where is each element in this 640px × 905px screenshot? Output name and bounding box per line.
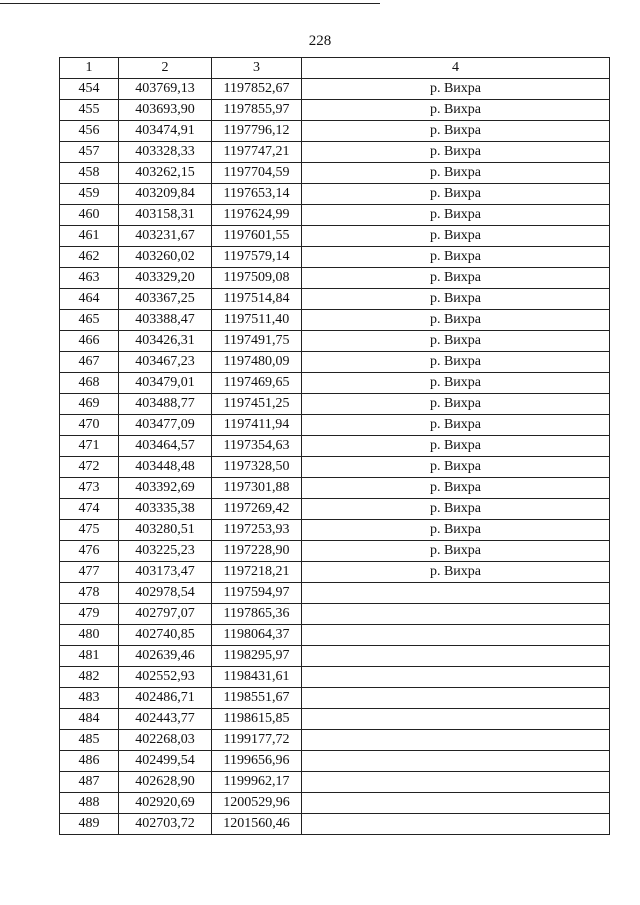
cell-x-coordinate: 403474,91 (119, 121, 212, 142)
cell-x-coordinate: 403260,02 (119, 247, 212, 268)
cell-y-coordinate: 1197253,93 (212, 520, 302, 541)
table-row (60, 310, 610, 331)
cell-point-number: 461 (60, 226, 119, 247)
cell-point-number: 468 (60, 373, 119, 394)
cell-y-coordinate: 1197601,55 (212, 226, 302, 247)
cell-y-coordinate: 1197354,63 (212, 436, 302, 457)
cell-point-number: 454 (60, 79, 119, 100)
table-row (60, 772, 610, 793)
cell-x-coordinate: 403693,90 (119, 100, 212, 121)
cell-y-coordinate: 1197653,14 (212, 184, 302, 205)
cell-y-coordinate: 1197511,40 (212, 310, 302, 331)
cell-x-coordinate: 402740,85 (119, 625, 212, 646)
table-row (60, 793, 610, 814)
cell-point-number: 484 (60, 709, 119, 730)
cell-y-coordinate: 1197328,50 (212, 457, 302, 478)
cell-y-coordinate: 1198064,37 (212, 625, 302, 646)
cell-description: р. Вихра (302, 499, 610, 520)
table-row (60, 226, 610, 247)
cell-y-coordinate: 1197269,42 (212, 499, 302, 520)
cell-y-coordinate: 1197411,94 (212, 415, 302, 436)
cell-x-coordinate: 402486,71 (119, 688, 212, 709)
cell-y-coordinate: 1198295,97 (212, 646, 302, 667)
cell-description: р. Вихра (302, 394, 610, 415)
cell-x-coordinate: 403477,09 (119, 415, 212, 436)
table-row (60, 646, 610, 667)
cell-y-coordinate: 1197594,97 (212, 583, 302, 604)
cell-y-coordinate: 1197228,90 (212, 541, 302, 562)
cell-x-coordinate: 403328,33 (119, 142, 212, 163)
cell-description: р. Вихра (302, 457, 610, 478)
cell-y-coordinate: 1197865,36 (212, 604, 302, 625)
cell-point-number: 488 (60, 793, 119, 814)
cell-y-coordinate: 1197480,09 (212, 352, 302, 373)
table-row (60, 520, 610, 541)
cell-description: р. Вихра (302, 352, 610, 373)
cell-point-number: 480 (60, 625, 119, 646)
cell-point-number: 489 (60, 814, 119, 835)
cell-description (302, 646, 610, 667)
cell-point-number: 463 (60, 268, 119, 289)
table-row (60, 268, 610, 289)
cell-x-coordinate: 403392,69 (119, 478, 212, 499)
header-col-2: 2 (119, 58, 212, 79)
table-row (60, 100, 610, 121)
cell-point-number: 472 (60, 457, 119, 478)
table-row (60, 478, 610, 499)
table-row (60, 667, 610, 688)
cell-point-number: 464 (60, 289, 119, 310)
header-col-4: 4 (302, 58, 610, 79)
cell-x-coordinate: 403367,25 (119, 289, 212, 310)
cell-x-coordinate: 403426,31 (119, 331, 212, 352)
cell-description (302, 751, 610, 772)
table-row (60, 709, 610, 730)
cell-point-number: 481 (60, 646, 119, 667)
table-row (60, 247, 610, 268)
cell-x-coordinate: 402703,72 (119, 814, 212, 835)
cell-x-coordinate: 403467,23 (119, 352, 212, 373)
cell-description: р. Вихра (302, 184, 610, 205)
cell-description: р. Вихра (302, 100, 610, 121)
table-row (60, 604, 610, 625)
cell-description: р. Вихра (302, 79, 610, 100)
table-row (60, 499, 610, 520)
cell-point-number: 473 (60, 478, 119, 499)
table-row (60, 730, 610, 751)
cell-x-coordinate: 403769,13 (119, 79, 212, 100)
header-col-3: 3 (212, 58, 302, 79)
cell-x-coordinate: 402268,03 (119, 730, 212, 751)
cell-y-coordinate: 1197855,97 (212, 100, 302, 121)
cell-description: р. Вихра (302, 436, 610, 457)
cell-point-number: 479 (60, 604, 119, 625)
table-row (60, 205, 610, 226)
cell-x-coordinate: 402639,46 (119, 646, 212, 667)
table-row (60, 331, 610, 352)
cell-y-coordinate: 1197747,21 (212, 142, 302, 163)
cell-y-coordinate: 1201560,46 (212, 814, 302, 835)
cell-x-coordinate: 403479,01 (119, 373, 212, 394)
cell-y-coordinate: 1197469,65 (212, 373, 302, 394)
table-row (60, 457, 610, 478)
cell-description: р. Вихра (302, 415, 610, 436)
cell-description: р. Вихра (302, 331, 610, 352)
table-row (60, 814, 610, 835)
page-number: 228 (308, 33, 332, 49)
cell-point-number: 457 (60, 142, 119, 163)
cell-x-coordinate: 403231,67 (119, 226, 212, 247)
cell-point-number: 476 (60, 541, 119, 562)
cell-x-coordinate: 403464,57 (119, 436, 212, 457)
cell-y-coordinate: 1198431,61 (212, 667, 302, 688)
table-row (60, 121, 610, 142)
cell-x-coordinate: 403173,47 (119, 562, 212, 583)
cell-description: р. Вихра (302, 163, 610, 184)
cell-point-number: 462 (60, 247, 119, 268)
cell-description: р. Вихра (302, 478, 610, 499)
cell-y-coordinate: 1197579,14 (212, 247, 302, 268)
cell-y-coordinate: 1197218,21 (212, 562, 302, 583)
cell-y-coordinate: 1197704,59 (212, 163, 302, 184)
cell-description (302, 709, 610, 730)
cell-x-coordinate: 402552,93 (119, 667, 212, 688)
cell-y-coordinate: 1197509,08 (212, 268, 302, 289)
table-row (60, 688, 610, 709)
cell-y-coordinate: 1197301,88 (212, 478, 302, 499)
cell-point-number: 470 (60, 415, 119, 436)
cell-point-number: 466 (60, 331, 119, 352)
cell-description: р. Вихра (302, 562, 610, 583)
cell-point-number: 474 (60, 499, 119, 520)
cell-point-number: 482 (60, 667, 119, 688)
cell-x-coordinate: 403388,47 (119, 310, 212, 331)
cell-description (302, 604, 610, 625)
cell-description (302, 793, 610, 814)
cell-y-coordinate: 1197451,25 (212, 394, 302, 415)
cell-description: р. Вихра (302, 121, 610, 142)
cell-x-coordinate: 402978,54 (119, 583, 212, 604)
table-row (60, 562, 610, 583)
cell-description (302, 772, 610, 793)
cell-description: р. Вихра (302, 205, 610, 226)
cell-description (302, 667, 610, 688)
cell-x-coordinate: 402443,77 (119, 709, 212, 730)
cell-description (302, 814, 610, 835)
cell-x-coordinate: 403488,77 (119, 394, 212, 415)
table-row (60, 373, 610, 394)
table-row (60, 142, 610, 163)
cell-point-number: 465 (60, 310, 119, 331)
cell-description: р. Вихра (302, 142, 610, 163)
table-row (60, 289, 610, 310)
cell-point-number: 475 (60, 520, 119, 541)
cell-point-number: 467 (60, 352, 119, 373)
coordinates-table (59, 57, 610, 835)
cell-description (302, 625, 610, 646)
cell-x-coordinate: 403225,23 (119, 541, 212, 562)
cell-point-number: 477 (60, 562, 119, 583)
cell-point-number: 469 (60, 394, 119, 415)
cell-x-coordinate: 402920,69 (119, 793, 212, 814)
cell-point-number: 455 (60, 100, 119, 121)
cell-point-number: 478 (60, 583, 119, 604)
header-col-1: 1 (60, 58, 119, 79)
table-row (60, 79, 610, 100)
cell-y-coordinate: 1197852,67 (212, 79, 302, 100)
cell-y-coordinate: 1198551,67 (212, 688, 302, 709)
cell-y-coordinate: 1200529,96 (212, 793, 302, 814)
table-row (60, 436, 610, 457)
cell-description (302, 688, 610, 709)
top-rule (0, 3, 380, 4)
cell-y-coordinate: 1197796,12 (212, 121, 302, 142)
table-row (60, 415, 610, 436)
cell-y-coordinate: 1199177,72 (212, 730, 302, 751)
cell-y-coordinate: 1197624,99 (212, 205, 302, 226)
cell-y-coordinate: 1197514,84 (212, 289, 302, 310)
cell-description (302, 583, 610, 604)
cell-y-coordinate: 1199962,17 (212, 772, 302, 793)
cell-x-coordinate: 403209,84 (119, 184, 212, 205)
cell-y-coordinate: 1199656,96 (212, 751, 302, 772)
cell-point-number: 487 (60, 772, 119, 793)
cell-description: р. Вихра (302, 310, 610, 331)
cell-x-coordinate: 403329,20 (119, 268, 212, 289)
cell-x-coordinate: 402797,07 (119, 604, 212, 625)
cell-point-number: 485 (60, 730, 119, 751)
cell-description: р. Вихра (302, 520, 610, 541)
cell-x-coordinate: 403448,48 (119, 457, 212, 478)
cell-description: р. Вихра (302, 289, 610, 310)
table-row (60, 163, 610, 184)
cell-x-coordinate: 402499,54 (119, 751, 212, 772)
table-row (60, 352, 610, 373)
cell-x-coordinate: 402628,90 (119, 772, 212, 793)
cell-x-coordinate: 403262,15 (119, 163, 212, 184)
table-row (60, 625, 610, 646)
cell-point-number: 458 (60, 163, 119, 184)
table-row (60, 583, 610, 604)
table-header-row (60, 58, 610, 79)
table-body (60, 79, 610, 835)
cell-point-number: 486 (60, 751, 119, 772)
table-row (60, 751, 610, 772)
table-row (60, 394, 610, 415)
cell-description (302, 730, 610, 751)
table-row (60, 541, 610, 562)
cell-x-coordinate: 403280,51 (119, 520, 212, 541)
cell-x-coordinate: 403335,38 (119, 499, 212, 520)
cell-description: р. Вихра (302, 541, 610, 562)
cell-description: р. Вихра (302, 247, 610, 268)
cell-y-coordinate: 1198615,85 (212, 709, 302, 730)
cell-point-number: 460 (60, 205, 119, 226)
cell-point-number: 459 (60, 184, 119, 205)
cell-point-number: 483 (60, 688, 119, 709)
cell-x-coordinate: 403158,31 (119, 205, 212, 226)
cell-point-number: 471 (60, 436, 119, 457)
cell-point-number: 456 (60, 121, 119, 142)
table-row (60, 184, 610, 205)
cell-description: р. Вихра (302, 226, 610, 247)
cell-y-coordinate: 1197491,75 (212, 331, 302, 352)
cell-description: р. Вихра (302, 373, 610, 394)
cell-description: р. Вихра (302, 268, 610, 289)
